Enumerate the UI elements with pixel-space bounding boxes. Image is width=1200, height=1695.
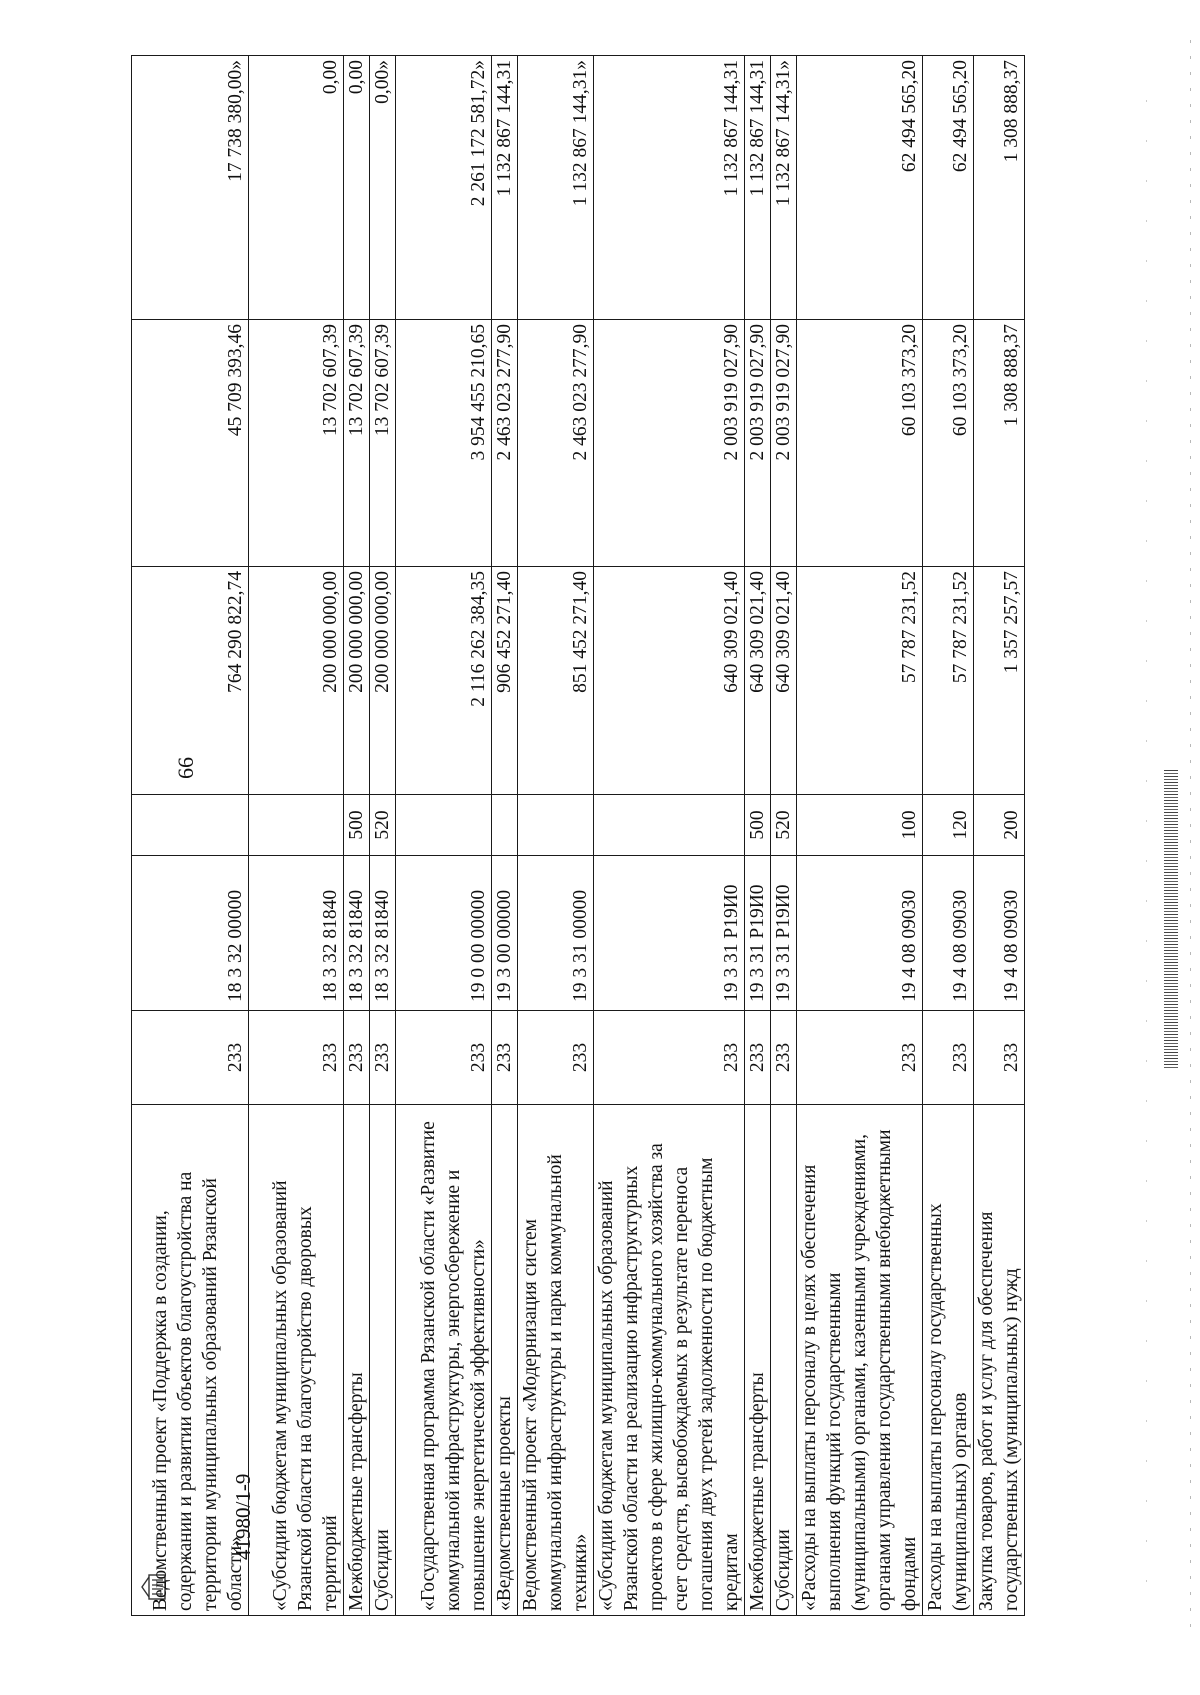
row-value-2025: 60 103 373,20 bbox=[797, 320, 923, 567]
scanner-barcode-strip bbox=[1164, 770, 1178, 1070]
row-name: «Расходы на выплаты персоналу в целях обеспечения выполнения функций государственными (муниципальными) органами, казенными учреждениями, органами управления государственными внебюджетными фондами bbox=[797, 1105, 923, 1616]
row-name: Ведомственный проект «Модернизация систем коммунальной инфраструктуры и парка коммунальной техники» bbox=[518, 1105, 594, 1616]
row-value-2024: 640 309 021,40 bbox=[594, 567, 745, 795]
row-vr: 500 bbox=[745, 795, 771, 856]
row-grbs: 233 bbox=[518, 1011, 594, 1105]
table-row bbox=[132, 56, 249, 1616]
row-value-2026: 2 261 172 581,72» bbox=[396, 56, 492, 320]
row-value-2024: 200 000 000,00 bbox=[370, 567, 396, 795]
row-value-2025: 1 308 888,37 bbox=[974, 320, 1025, 567]
row-csr: 19 4 08 09030 bbox=[923, 856, 974, 1011]
row-value-2025: 13 702 607,39 bbox=[370, 320, 396, 567]
row-csr: 19 4 08 09030 bbox=[797, 856, 923, 1011]
row-value-2024: 640 309 021,40 bbox=[771, 567, 797, 795]
row-grbs: 233 bbox=[370, 1011, 396, 1105]
row-grbs: 233 bbox=[492, 1011, 518, 1105]
document-number: 41980/1-9 bbox=[231, 1473, 255, 1560]
row-value-2026: 1 132 867 144,31 bbox=[492, 56, 518, 320]
row-csr: 18 3 32 81840 bbox=[249, 856, 344, 1011]
row-value-2024: 1 357 257,57 bbox=[974, 567, 1025, 795]
row-vr: 200 bbox=[974, 795, 1025, 856]
row-vr bbox=[594, 795, 745, 856]
row-value-2025: 2 463 023 277,90 bbox=[492, 320, 518, 567]
row-value-2026: 62 494 565,20 bbox=[797, 56, 923, 320]
row-csr: 19 3 00 00000 bbox=[492, 856, 518, 1011]
row-value-2026: 1 132 867 144,31» bbox=[518, 56, 594, 320]
row-csr: 19 3 31 Р19И0 bbox=[771, 856, 797, 1011]
row-value-2025: 13 702 607,39 bbox=[249, 320, 344, 567]
table-row bbox=[923, 56, 974, 1616]
row-value-2025: 2 463 023 277,90 bbox=[518, 320, 594, 567]
row-grbs: 233 bbox=[974, 1011, 1025, 1105]
table-row bbox=[370, 56, 396, 1616]
row-vr: 100 bbox=[797, 795, 923, 856]
row-value-2025: 3 954 455 210,65 bbox=[396, 320, 492, 567]
row-grbs: 233 bbox=[344, 1011, 370, 1105]
row-value-2025: 2 003 919 027,90 bbox=[745, 320, 771, 567]
row-value-2024: 200 000 000,00 bbox=[249, 567, 344, 795]
row-value-2025: 2 003 919 027,90 bbox=[594, 320, 745, 567]
row-vr: 120 bbox=[923, 795, 974, 856]
table-row bbox=[594, 56, 745, 1616]
row-value-2025: 2 003 919 027,90 bbox=[771, 320, 797, 567]
row-name: Субсидии bbox=[771, 1105, 797, 1616]
row-value-2026: 0,00 bbox=[249, 56, 344, 320]
row-grbs: 233 bbox=[132, 1011, 249, 1105]
row-name: Расходы на выплаты персоналу государственных (муниципальных) органов bbox=[923, 1105, 974, 1616]
row-name: Межбюджетные трансферты bbox=[745, 1105, 771, 1616]
row-name: Ведомственный проект «Поддержка в создании, содержании и развитии объектов благоустройства на территории муниципальных образований Рязанской области» bbox=[132, 1105, 249, 1616]
row-value-2026: 0,00 bbox=[344, 56, 370, 320]
row-name: Закупка товаров, работ и услуг для обеспечения государственных (муниципальных) нужд bbox=[974, 1105, 1025, 1616]
row-value-2025: 13 702 607,39 bbox=[344, 320, 370, 567]
table-row bbox=[396, 56, 492, 1616]
row-csr: 19 3 31 Р19И0 bbox=[745, 856, 771, 1011]
row-name: «Субсидии бюджетам муниципальных образований Рязанской области на реализацию инфраструктурных проектов в сфере жилищно-коммунального хозяйства за счет средств, высвобождаемых в результате переноса погашения двух третей задолженности по бюджетным кредитам bbox=[594, 1105, 745, 1616]
row-vr: 500 bbox=[344, 795, 370, 856]
row-value-2024: 200 000 000,00 bbox=[344, 567, 370, 795]
row-vr bbox=[396, 795, 492, 856]
row-grbs: 233 bbox=[797, 1011, 923, 1105]
table-row bbox=[771, 56, 797, 1616]
table-row bbox=[797, 56, 923, 1616]
row-csr: 19 3 31 00000 bbox=[518, 856, 594, 1011]
row-value-2026: 1 132 867 144,31» bbox=[771, 56, 797, 320]
row-csr: 19 4 08 09030 bbox=[974, 856, 1025, 1011]
row-vr: 520 bbox=[370, 795, 396, 856]
row-grbs: 233 bbox=[594, 1011, 745, 1105]
row-csr: 19 3 31 Р19И0 bbox=[594, 856, 745, 1011]
row-value-2024: 640 309 021,40 bbox=[745, 567, 771, 795]
page-number: 66 bbox=[173, 757, 198, 779]
table-row bbox=[249, 56, 344, 1616]
table-row bbox=[492, 56, 518, 1616]
row-name: «Государственная программа Рязанской области «Развитие коммунальной инфраструктуры, энергосбережение и повышение энергетической эффективности» bbox=[396, 1105, 492, 1616]
row-grbs: 233 bbox=[745, 1011, 771, 1105]
row-value-2026: 62 494 565,20 bbox=[923, 56, 974, 320]
row-csr: 18 3 32 81840 bbox=[344, 856, 370, 1011]
row-csr: 19 0 00 00000 bbox=[396, 856, 492, 1011]
table-row bbox=[974, 56, 1025, 1616]
row-vr bbox=[132, 795, 249, 856]
row-csr: 18 3 32 81840 bbox=[370, 856, 396, 1011]
row-csr: 18 3 32 00000 bbox=[132, 856, 249, 1011]
row-name: «Субсидии бюджетам муниципальных образований Рязанской области на благоустройство дворовых территорий bbox=[249, 1105, 344, 1616]
rotated-page-content bbox=[131, 56, 1022, 1616]
row-name: Субсидии bbox=[370, 1105, 396, 1616]
table-row bbox=[344, 56, 370, 1616]
row-value-2024: 57 787 231,52 bbox=[923, 567, 974, 795]
scanner-edge-noise bbox=[1190, 40, 1191, 1640]
row-value-2024: 764 290 822,74 bbox=[132, 567, 249, 795]
row-grbs: 233 bbox=[249, 1011, 344, 1105]
row-value-2024: 851 452 271,40 bbox=[518, 567, 594, 795]
row-vr bbox=[518, 795, 594, 856]
row-value-2024: 2 116 262 384,35 bbox=[396, 567, 492, 795]
budget-table bbox=[131, 55, 1025, 1616]
row-value-2026: 17 738 380,00» bbox=[132, 56, 249, 320]
row-value-2024: 57 787 231,52 bbox=[797, 567, 923, 795]
scanner-edge-noise-2 bbox=[1146, 100, 1147, 1600]
row-value-2026: 0,00» bbox=[370, 56, 396, 320]
table-row bbox=[745, 56, 771, 1616]
row-vr: 520 bbox=[771, 795, 797, 856]
row-grbs: 233 bbox=[923, 1011, 974, 1105]
row-value-2026: 1 308 888,37 bbox=[974, 56, 1025, 320]
row-name: Межбюджетные трансферты bbox=[344, 1105, 370, 1616]
row-value-2026: 1 132 867 144,31 bbox=[594, 56, 745, 320]
row-value-2025: 60 103 373,20 bbox=[923, 320, 974, 567]
row-grbs: 233 bbox=[396, 1011, 492, 1105]
row-vr bbox=[492, 795, 518, 856]
table-row bbox=[518, 56, 594, 1616]
row-value-2025: 45 709 393,46 bbox=[132, 320, 249, 567]
row-grbs: 233 bbox=[771, 1011, 797, 1105]
row-value-2026: 1 132 867 144,31 bbox=[745, 56, 771, 320]
row-name: «Ведомственные проекты bbox=[492, 1105, 518, 1616]
row-value-2024: 906 452 271,40 bbox=[492, 567, 518, 795]
row-vr bbox=[249, 795, 344, 856]
